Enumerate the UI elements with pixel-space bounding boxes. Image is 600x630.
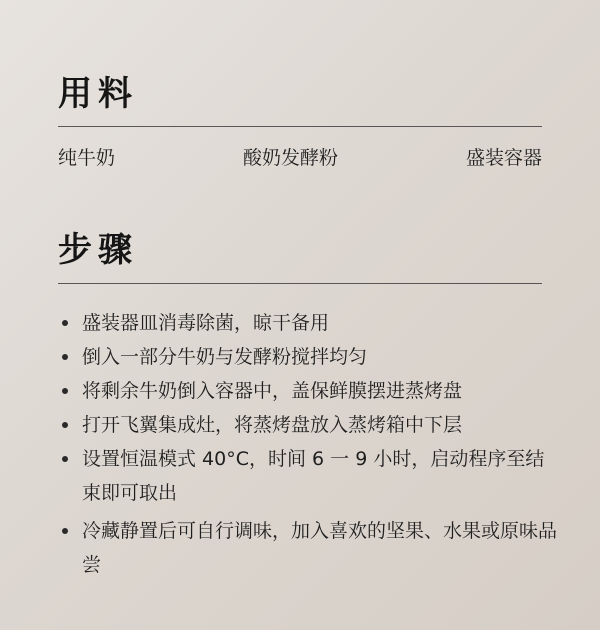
step-text: 设置恒温模式 40°C，时间 6 一 9 小时，启动程序至结束即可取出 [82,448,545,504]
bullet-icon [62,388,68,394]
bullet-icon [62,422,68,428]
ingredients-list [58,143,542,169]
step-text: 倒入一部分牛奶与发酵粉搅拌均匀 [82,346,368,368]
bullet-icon [62,456,68,462]
step-item [58,340,558,374]
ingredients-divider [58,126,542,127]
step-item [58,408,558,442]
steps-title: 步骤 [58,230,138,270]
bullet-icon [62,528,68,534]
step-text: 将剩余牛奶倒入容器中，盖保鲜膜摆进蒸烤盘 [82,380,463,402]
step-item [58,306,558,340]
steps-divider [58,283,542,284]
ingredient-item: 盛装容器 [465,146,542,169]
ingredients-title: 用料 [58,74,138,114]
step-text: 冷藏静置后可自行调味，加入喜欢的坚果、水果或原味品尝 [82,520,558,576]
step-text: 盛装器皿消毒除菌，晾干备用 [82,312,330,334]
bullet-icon [62,320,68,326]
ingredient-item: 纯牛奶 [58,146,116,169]
step-item [58,442,558,510]
step-item [58,374,558,408]
step-item [58,514,558,582]
step-text: 打开飞翼集成灶，将蒸烤盘放入蒸烤箱中下层 [82,414,463,436]
ingredient-item: 酸奶发酵粉 [242,146,338,169]
steps-list [58,306,558,582]
bullet-icon [62,354,68,360]
